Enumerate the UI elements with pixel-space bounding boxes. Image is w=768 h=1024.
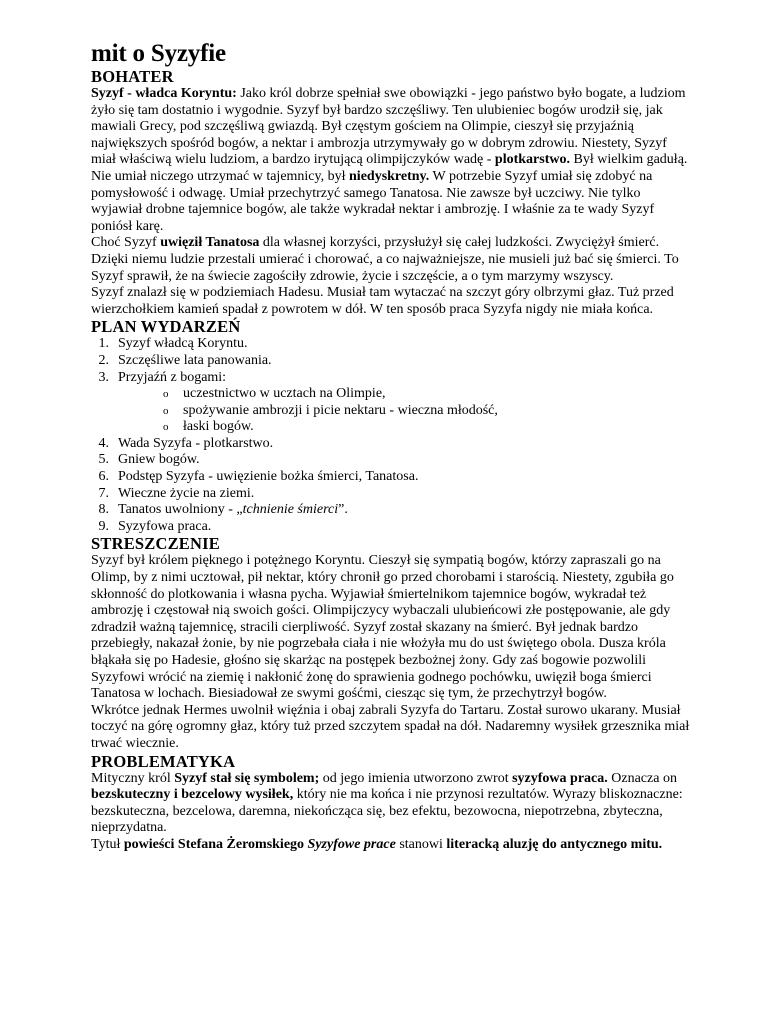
bohater-paragraph-2: Choć Syzyf uwięził Tanatosa dla własnej korzyści, przysłużył się całej ludzkości. Zwyciężył śmierć. Dzięki niemu ludzie przestali umierać i chorować, a co najważniejsze, nie musieli już bać się śmierci. To Syzyf sprawił, że na świecie zagościły zdrowie, życie i szczęście, a o tym marzymy wszyscy. [91,235,679,284]
plan-list-item [91,336,691,353]
bold-text: Syzyf stał się symbolem; [174,770,320,786]
circle-bullet-icon: o [163,404,169,417]
plan-list-item [91,436,691,453]
list-number: 1. [98,336,109,352]
section-heading-problematyka: PROBLEMATYKA [91,751,236,771]
streszczenie-paragraph-2: Wkrótce jednak Hermes uwolnił więźnia i obaj zabrali Syzyfa do Tartaru. Został surowo ukarany. Musiał toczyć na górę ogromny głaz, który tuż przed szczytem spadał na dół. Nadaremny wysiłek grzesznika miał trwać wiecznie. [91,702,690,751]
plan-sub-list-item [160,403,691,420]
bold-text: bezskuteczny i bezcelowy wysiłek, [91,787,294,803]
list-number: 6. [98,469,109,485]
sub-item-text: łaski bogów. [183,419,254,435]
plan-list [91,336,691,535]
list-number: 4. [98,435,109,451]
bohater-paragraph-3: Syzyf znalazł się w podziemiach Hadesu. Musiał tam wytaczać na szczyt góry olbrzymi głaz. Tuż przed wierzchołkiem kamień spadał z powrotem w dół. W ten sposób praca Syzyfa nigdy nie miała końca. [91,285,674,317]
plan-list-item [91,469,691,486]
list-number: 9. [98,518,109,534]
bold-text: powieści Stefana Żeromskiego [123,836,308,852]
streszczenie-paragraph-1: Syzyf był królem pięknego i potężnego Koryntu. Cieszył się sympatią bogów, którzy zapraszali go na Olimp, by z nimi ucztował, pił nektar, który chronił go przed chorobami i starością. Niestety, zgubiła go skłonność do plotkowania i własna pycha. Wyjawiał śmiertelnikom tajemnice bogów, wykradał też ambrozję i częstował nią swoich gości. Olimpijczycy wybaczali ulubieńcowi złe postępowanie, ale gdy zdradził ważną tajemnicę, stracili cierpliwość. Syzyf został skazany na śmierć. Był jednak bardzo przebiegły, nakazał żonie, by nie pogrzebała ciała i nie włożyła mu do ust świętego obola. Dusza króla błąkała się po Hadesie, głośno się skarżąc na postępek bezbożnej żony. Gdy zaś bogowie pozwolili Syzyfowi wrócić na ziemię i nakłonić żonę do sprawienia godnego pochówku, uwięził boga śmierci Tanatosa w lochach. Biesiadował ze swymi gośćmi, ciesząc się tym, że przechytrzył bogów. [91,553,674,702]
list-item-text: Tanatos uwolniony - „ [118,502,243,518]
bold-text: literacką aluzję do antycznego mitu. [446,836,663,852]
list-item-text: Syzyf władcą Koryntu. [118,336,248,352]
problematyka-paragraph-1: Mityczny król Syzyf stał się symbolem; od jego imienia utworzono zwrot syzyfowa praca. Oznacza on bezskuteczny i bezcelowy wysiłek, który nie ma końca i nie przynosi rezultatów. Wyrazy bliskoznaczne: bezskuteczna, bezcelowa, daremna, niekończąca się, bez efektu, bezowocna, niepotrzebna, zbyteczna, nieprzydatna. [91,770,683,836]
plan-list-item: 8. Tanatos uwolniony - „tchnienie śmierci”. [91,502,691,519]
bold-text: Syzyf - władca Koryntu: [91,86,237,101]
bold-text: uwięził Tanatosa [160,235,260,251]
list-item-text: Przyjaźń z bogami: [118,369,227,385]
list-item-text: Wieczne życie na ziemi. [118,485,255,501]
section-heading-plan: PLAN WYDARZEŃ [91,317,241,337]
bold-italic-text: Syzyfowe prace [307,836,396,852]
plan-list-item [91,370,691,436]
list-number: 5. [98,452,109,468]
list-item-text: Syzyfowa praca. [118,518,212,534]
list-number: 2. [98,352,109,368]
list-number: 3. [98,369,109,385]
plan-list-item [91,519,691,536]
list-number: 8. [98,502,109,518]
plan-list-item [91,452,691,469]
bold-text: syzyfowa praca. [512,770,608,786]
plan-sub-list-item [160,386,691,403]
list-item-text: Gniew bogów. [118,452,200,468]
circle-bullet-icon: o [163,421,169,434]
list-item-text: Podstęp Syzyfa - uwięzienie bożka śmierci, Tanatosa. [118,469,419,485]
plan-sub-list [118,386,691,436]
bohater-paragraph-1: Syzyf - władca Koryntu: Jako król dobrze spełniał swe obowiązki - jego państwo było bogate, a ludziom żyło się tam dostatnio i wygodnie. Syzyf był bardzo szczęśliwy. Ten ulubieniec bogów urodził się, jak mawiali Grecy, pod szczęśliwą gwiazdą. Był częstym gościem na Olimpie, cieszył się przyjaźnią największych spośród bogów, a nektar i ambrozja utrzymywały go w dobrym zdrowiu. Niestety, Syzyf miał właściwą wielu ludziom, a bardzo irytującą olimpijczyków wadę - plotkarstwo. Był wielkim gadułą. Nie umiał niczego utrzymać w tajemnicy, był niedyskretny. W potrzebie Syzyf umiał się zdobyć na pomysłowość i odwagę. Umiał przechytrzyć samego Tanatosa. Nie zawsze był uczciwy. Nie tylko wyjawiał drobne tajemnice bogów, ale także wykradał nektar i ambrozję. I właśnie za te wady Syzyf poniósł karę. [91,86,688,234]
list-number: 7. [98,485,109,501]
plan-sub-list-item [160,419,691,436]
bold-text: plotkarstwo. [494,152,570,168]
italic-text: tchnienie śmierci [242,502,339,518]
document-page [91,40,691,854]
section-heading-streszczenie: STRESZCZENIE [91,534,220,554]
document-title: mit o Syzyfie [91,40,226,67]
section-heading-bohater: BOHATER [91,67,174,86]
problematyka-paragraph-2: Tytuł powieści Stefana Żeromskiego Syzyfowe prace stanowi literacką aluzję do antycznego mitu. [91,836,663,852]
plan-list-item [91,353,691,370]
list-item-text: Szczęśliwe lata panowania. [118,352,272,368]
circle-bullet-icon: o [163,388,169,401]
list-item-text: Wada Syzyfa - plotkarstwo. [118,435,274,451]
plan-list-item [91,486,691,503]
bold-text: niedyskretny. [349,168,430,184]
sub-item-text: uczestnictwo w ucztach na Olimpie, [183,386,386,402]
sub-item-text: spożywanie ambrozji i picie nektaru - wieczna młodość, [183,402,498,418]
